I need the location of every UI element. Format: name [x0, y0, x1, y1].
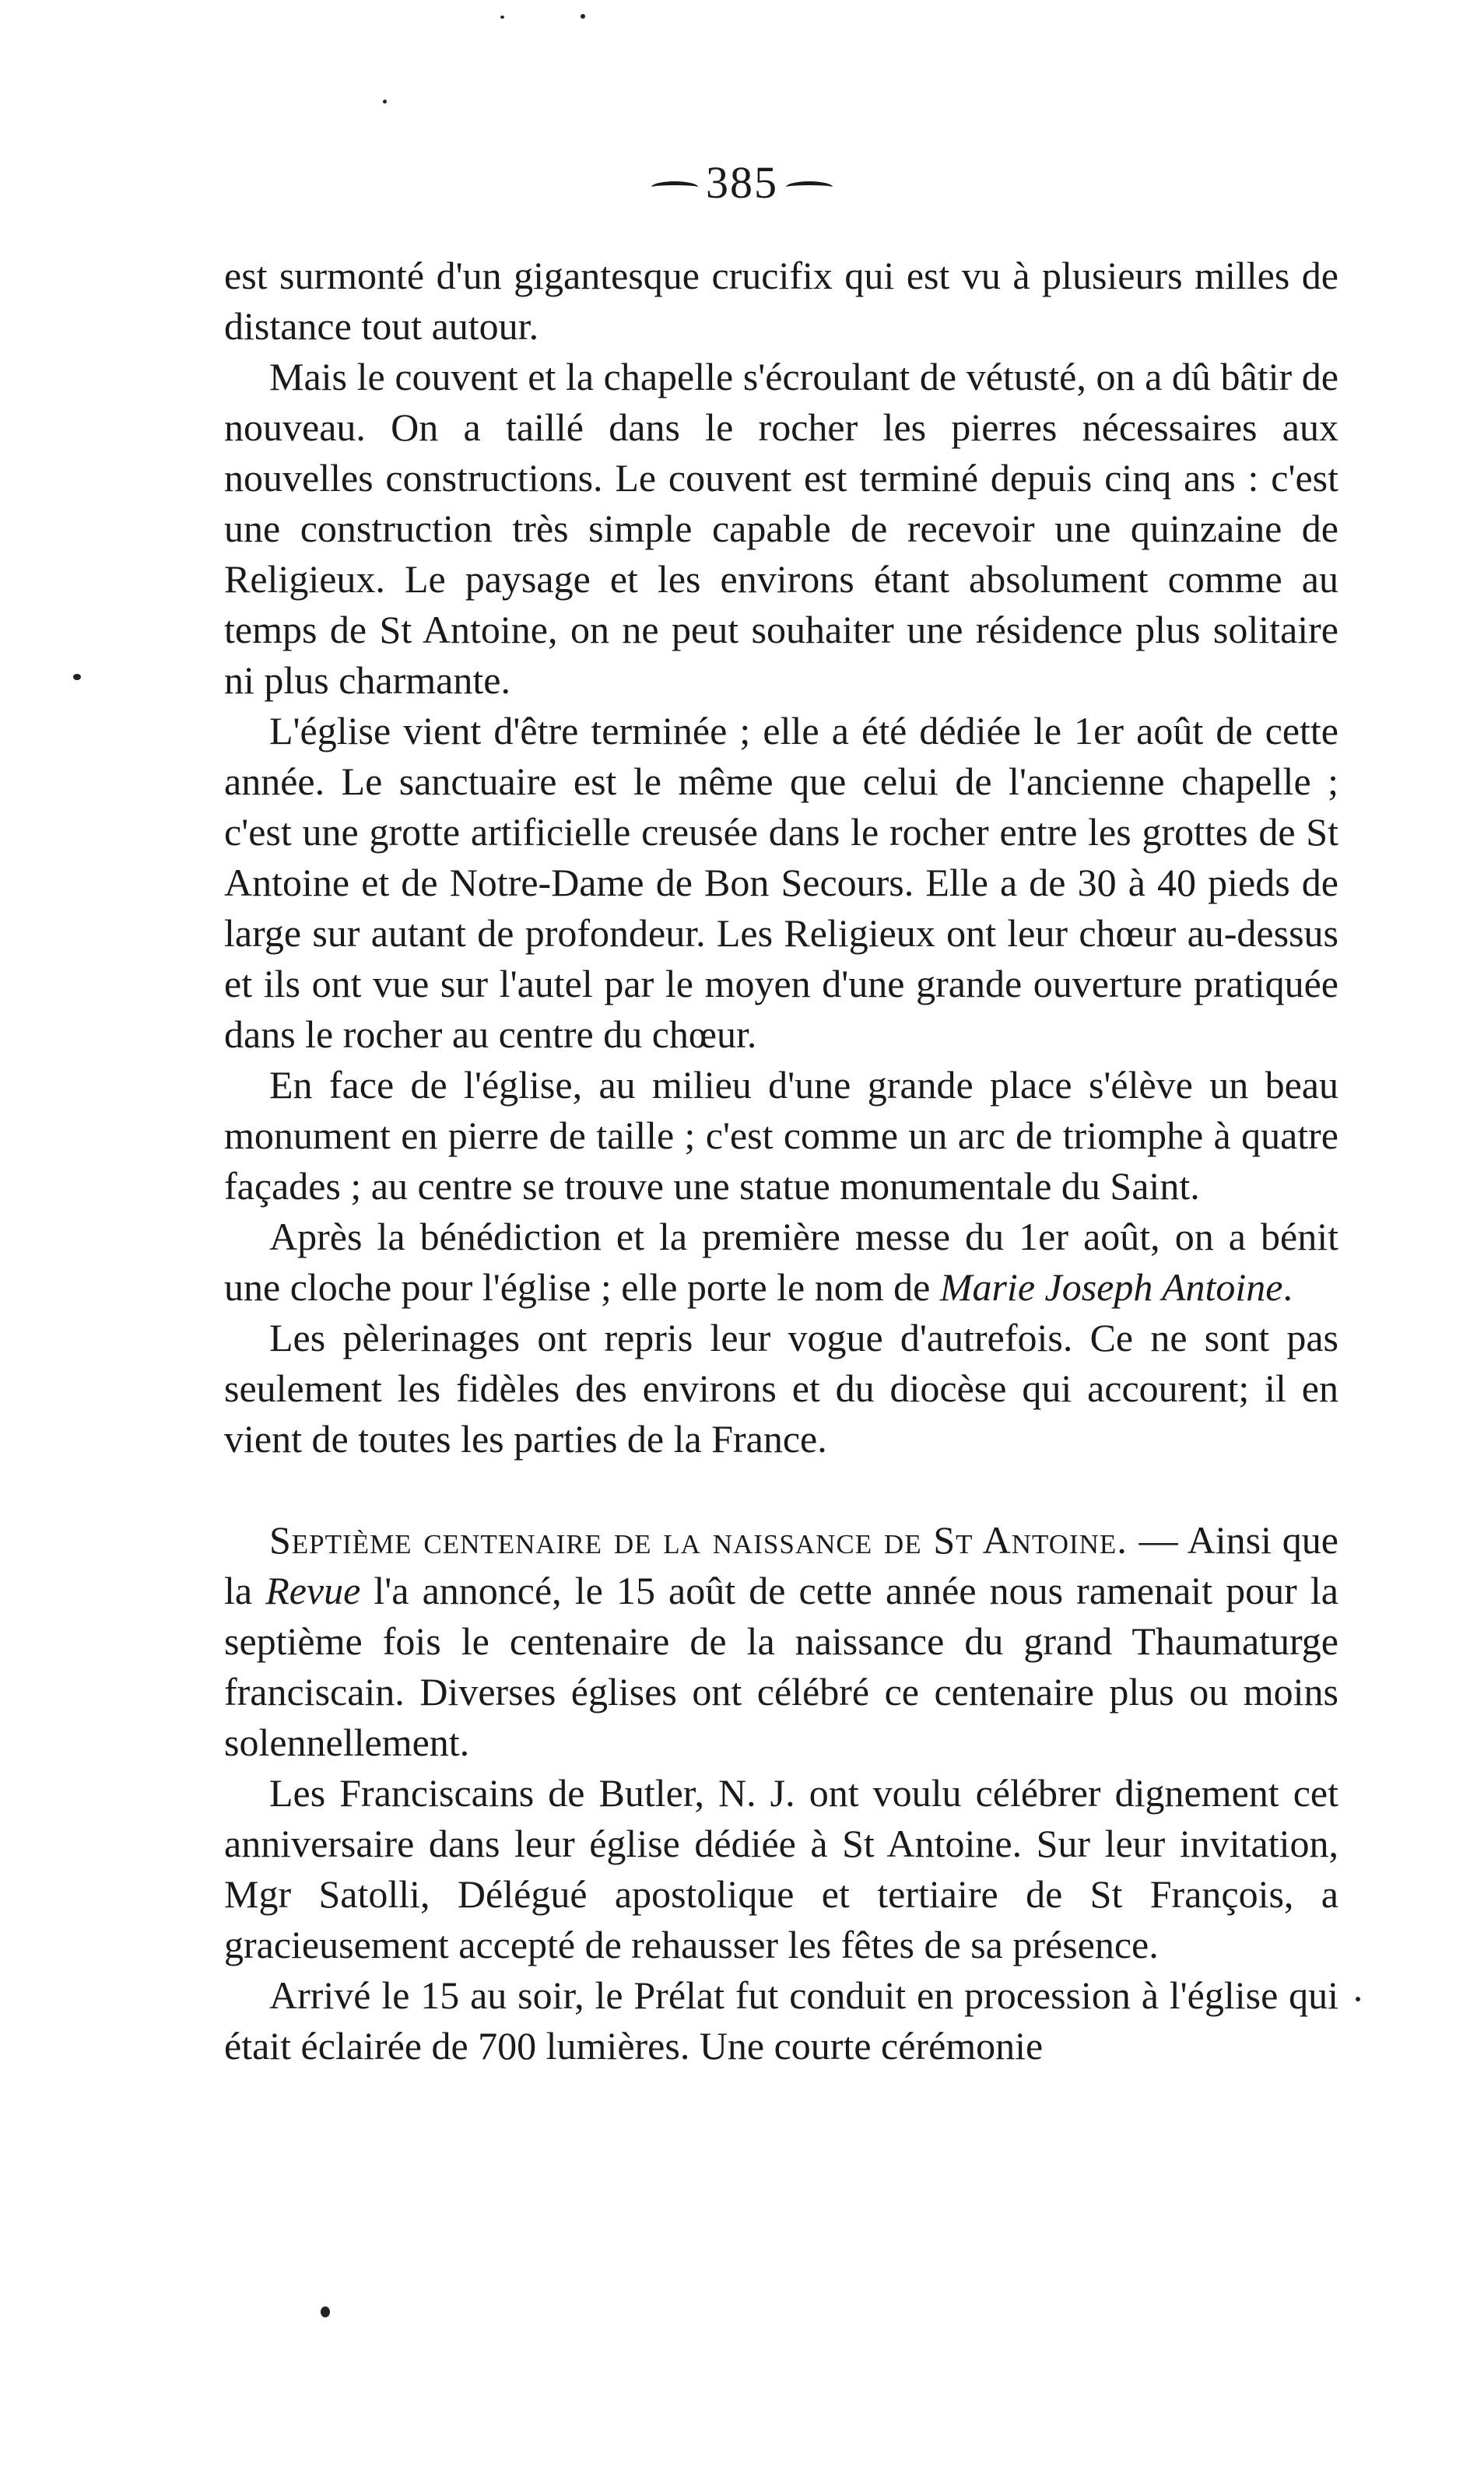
- bell-name: Marie Joseph Antoine: [939, 1265, 1283, 1309]
- paragraph: [224, 1212, 1338, 1313]
- ink-speck: [383, 100, 387, 103]
- body-text: [224, 251, 1338, 2071]
- paragraph-text: l'a annoncé, le 15 août de cette année nous ramenait pour la septième fois le centenaire de la naissance du grand Thaumaturge franciscain. Diverses églises ont célébré ce centenaire plus ou moins solennellement.: [224, 1569, 1338, 1764]
- ink-speck: [581, 14, 585, 19]
- paragraph: Arrivé le 15 au soir, le Prélat fut conduit en procession à l'église qui était éclairée de 700 lumières. Une courte cérémonie: [224, 1973, 1338, 2068]
- ornament-right: [786, 181, 833, 193]
- paragraph: L'église vient d'être terminée ; elle a été dédiée le 1er août de cette année. Le sanctuaire est le même que celui de l'ancienne chapelle ; c'est une grotte artificielle creusée dans le rocher entre les grottes de St Antoine et de Notre-Dame de Bon Secours. Elle a de 30 à 40 pieds de large sur autant de profondeur. Les Religieux ont leur chœur au-dessus et ils ont vue sur l'autel par le moyen d'une grande ouverture pratiquée dans le rocher au centre du chœur.: [224, 709, 1338, 1056]
- ink-speck: [500, 16, 504, 19]
- page-number: [0, 156, 1484, 210]
- section-heading: Septième centenaire de la naissance de St Antoine. —: [269, 1518, 1179, 1562]
- paragraph-text: Après la bénédiction et la première messe du 1er août, on a bénit une cloche pour l'église ; elle porte le nom de: [224, 1215, 1338, 1309]
- revue-title: Revue: [265, 1569, 361, 1612]
- ornament-left: [651, 181, 698, 193]
- ink-speck: [73, 674, 81, 680]
- ink-speck: [1356, 1997, 1360, 2001]
- page-number-text: 385: [706, 157, 778, 208]
- paragraph-text: Ainsi que la: [224, 1518, 1338, 1612]
- paragraph: Mais le couvent et la chapelle s'écroulant de vétusté, on a dû bâtir de nouveau. On a taillé dans le rocher les pierres nécessaires aux nouvelles constructions. Le couvent est terminé depuis cinq ans : c'est une construction très simple capable de recevoir une quinzaine de Religieux. Le paysage et les environs étant absolument comme au temps de St Antoine, on ne peut souhaiter une résidence plus solitaire ni plus charmante.: [224, 355, 1338, 702]
- paragraph: Les Franciscains de Butler, N. J. ont voulu célébrer dignement cet anniversaire dans leur église dédiée à St Antoine. Sur leur invitation, Mgr Satolli, Délégué apostolique et tertiaire de St François, a gracieusement accepté de rehausser les fêtes de sa présence.: [224, 1771, 1338, 1966]
- ink-speck: [321, 2306, 330, 2317]
- paragraph: Les pèlerinages ont repris leur vogue d'autrefois. Ce ne sont pas seulement les fidèles des environs et du diocèse qui accourent; il en vient de toutes les parties de la France.: [224, 1316, 1338, 1461]
- paragraph-text: .: [1282, 1265, 1293, 1309]
- paragraph: En face de l'église, au milieu d'une grande place s'élève un beau monument en pierre de taille ; c'est comme un arc de triomphe à quatre façades ; au centre se trouve une statue monumentale du Saint.: [224, 1063, 1338, 1208]
- section-paragraph: [224, 1515, 1338, 1768]
- paragraph: est surmonté d'un gigantesque crucifix qui est vu à plusieurs milles de distance tout autour.: [224, 254, 1338, 348]
